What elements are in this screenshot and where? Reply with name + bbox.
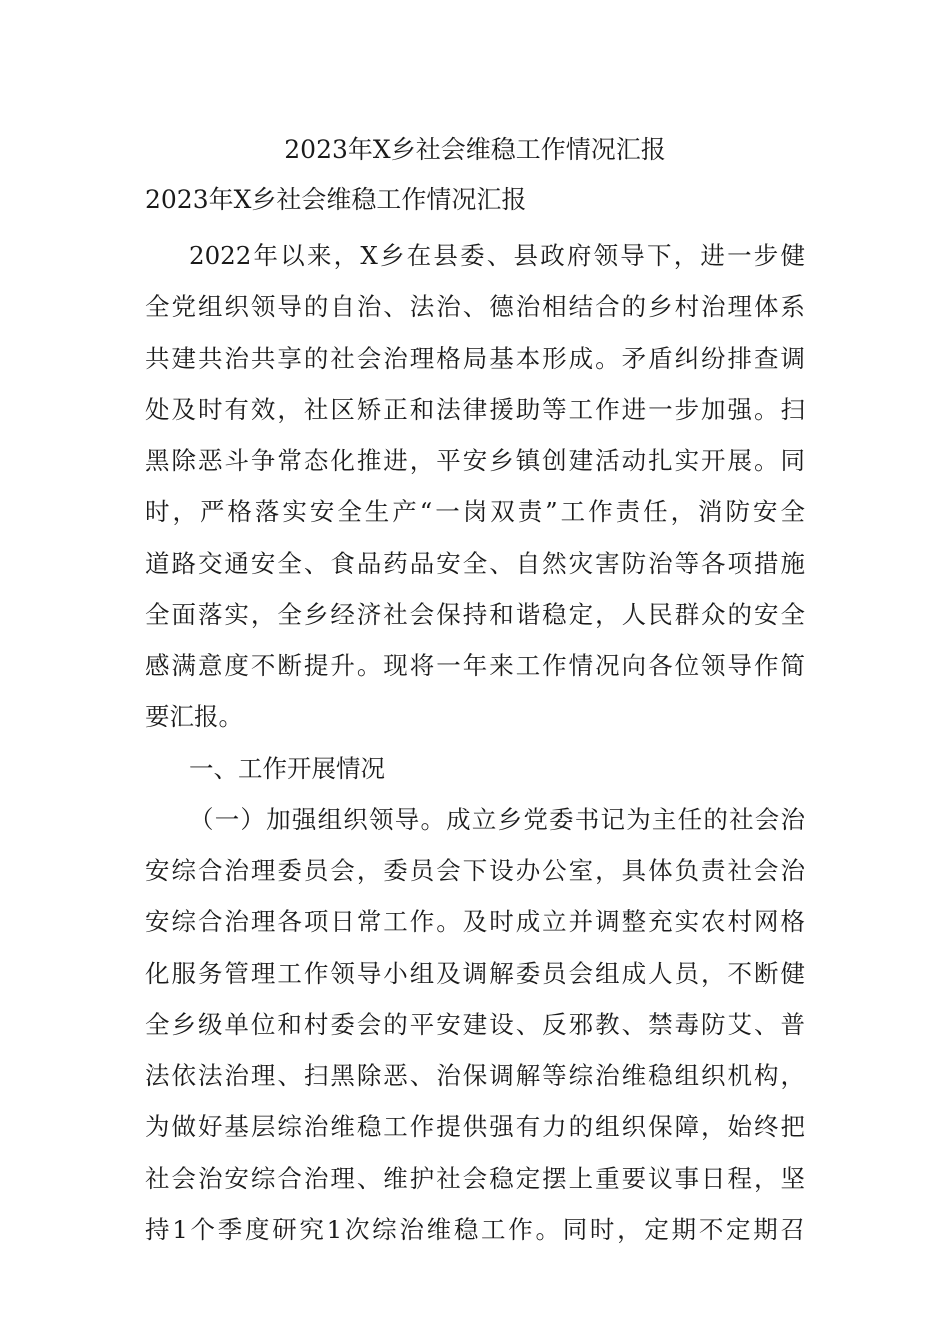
paragraph-line: 处及时有效，社区矫正和法律援助等工作进一步加强。扫 [145, 394, 805, 424]
paragraph-line: 全乡级单位和村委会的平安建设、反邪教、禁毒防艾、普 [145, 1009, 805, 1039]
paragraph-line: 全党组织领导的自治、法治、德治相结合的乡村治理体系 [145, 292, 805, 322]
paragraph-line: 持1个季度研究1次综治维稳工作。同时，定期不定期召 [145, 1214, 805, 1244]
paragraph-line: 道路交通安全、食品药品安全、自然灾害防治等各项措施 [145, 548, 805, 578]
document-body [145, 230, 805, 1255]
paragraph-line: 全面落实，全乡经济社会保持和谐稳定，人民群众的安全 [145, 599, 805, 629]
paragraph-line: 化服务管理工作领导小组及调解委员会组成人员，不断健 [145, 958, 805, 988]
paragraph-line: 要汇报。 [145, 702, 243, 732]
paragraph-line: 安综合治理委员会，委员会下设办公室，具体负责社会治 [145, 856, 805, 885]
paragraph-line: 为做好基层综治维稳工作提供强有力的组织保障，始终把 [145, 1112, 805, 1142]
paragraph-line: 社会治安综合治理、维护社会稳定摆上重要议事日程，坚 [145, 1163, 805, 1193]
document-subtitle: 2023年X乡社会维稳工作情况汇报 [145, 185, 527, 214]
paragraph-line: 感满意度不断提升。现将一年来工作情况向各位领导作简 [145, 651, 805, 680]
document-title: 2023年X乡社会维稳工作情况汇报 [284, 135, 666, 164]
paragraph-line: 一、工作开展情况 [189, 753, 385, 783]
paragraph-line: （一）加强组织领导。成立乡党委书记为主任的社会治 [189, 804, 805, 834]
paragraph-line: 安综合治理各项日常工作。及时成立并调整充实农村网格 [145, 907, 805, 937]
paragraph-line: 黑除恶斗争常态化推进，平安乡镇创建活动扎实开展。同 [145, 446, 805, 475]
paragraph-line: 共建共治共享的社会治理格局基本形成。矛盾纠纷排查调 [145, 343, 805, 373]
paragraph-line: 法依法治理、扫黑除恶、治保调解等综治维稳组织机构， [145, 1061, 805, 1090]
paragraph-line: 时，严格落实安全生产“一岗双责”工作责任，消防安全 [145, 497, 805, 527]
paragraph-line: 2022年以来，X乡在县委、县政府领导下，进一步健 [189, 241, 805, 270]
